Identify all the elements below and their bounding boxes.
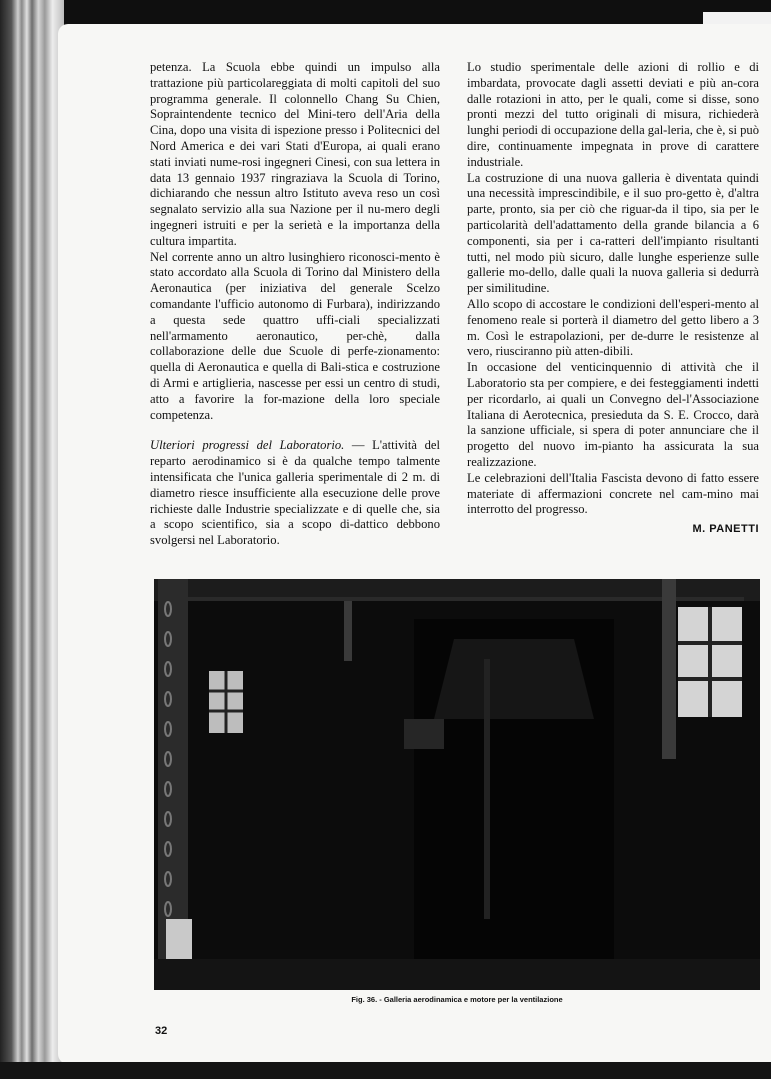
- book-spine-edge: [0, 0, 64, 1079]
- section-heading: Ulteriori progressi del Laboratorio.: [150, 438, 345, 453]
- right-paragraph-2: La costruzione di una nuova galleria è diventata quindi una necessità imprescindibile, e il suo pro-getto è, d'altra parte, pronto, sia per ciò che riguar-da il tipo, sia per le particolarità dell'adattamento della grande bilancia a 6 componenti, sia per i ca-ratteri dell'impianto risultanti tutti, nel modo più sicuro, dalle lunghe esperienze sulle gallerie mo-dello, dalle quali la nuova galleria si dedurrà per similitudine.: [467, 170, 759, 296]
- scan-top-edge: [0, 0, 771, 26]
- right-paragraph-4: In occasione del venticinquennio di attività che il Laboratorio sta per compiere, e dei festeggiamenti indetti per ricordarlo, ai quali un Convegno del-l'Associazione Italiana di Aerotecnica, presieduta da S. E. Crocco, darà la sanzione ufficiale, si spera di poter annunciare che il progetto del nuovo im-pianto ha assicurata la sua realizzazione.: [467, 360, 759, 469]
- author-signature: M. PANETTI: [692, 523, 759, 536]
- wind-tunnel-photo: [154, 579, 760, 990]
- right-text-column: [467, 60, 759, 538]
- section-text: — L'attività del reparto aerodinamico si è da qualche tempo talmente intensificata che l'unica galleria sperimentale di 2 m. di diametro riesce insufficiente alla esecuzione delle prove richieste dalle Industrie specializzate e di quelle che, sia a scopo scientifico, sia a scopo di-dattico debbono svolgersi nel Laboratorio.: [150, 438, 440, 548]
- right-paragraph-3: Allo scopo di accostare le condizioni dell'esperi-mento al fenomeno reale si porterà il diametro del getto libero a 3 m. Così le estrapolazioni, per de-durre le resistenze al vero, riusciranno più atten-dibili.: [467, 296, 759, 359]
- left-text-column: [150, 60, 440, 549]
- right-paragraph-5: Le celebrazioni dell'Italia Fascista devono di fatto essere materiate di affermazioni concrete nel cam-mino mai interrotto del progresso.: [467, 470, 759, 517]
- left-paragraph-1: petenza. La Scuola ebbe quindi un impulso alla trattazione più particolareggiata di molti capitoli del suo programma generale. Il colonnello Chang Su Chien, Sopraintendente tecnico del Mini-tero dell'Aria della Cina, dopo una visita di ispezione presso i Politecnici del Nord America e dei vari Stati d'Europa, ai quali erano stati inviati nume-rosi ingegneri Cinesi, con sua lettera in data 13 gennaio 1937 ringraziava la Scuola di Torino, dichiarando che nessun altro Istituto aveva reso un così segnalato servizio alla sua Nazione per il nu-mero degli ingegneri istruiti e per la serietà e la importanza della cultura impartita.: [150, 60, 440, 248]
- right-paragraph-1: Lo studio sperimentale delle azioni di rollio e di imbardata, provocate dagli assetti deviati e più an-cora dalle rotazioni in atto, per le quali, come si disse, sono pronti mezzi del tutto originali di misura, richiederà lunghi periodi di occupazione della gal-leria, che è, si può dire, continuamente impegnata in prove di carattere industriale.: [467, 60, 759, 169]
- section-paragraph: [150, 438, 440, 549]
- page-number: 32: [155, 1025, 168, 1037]
- left-paragraph-2: Nel corrente anno un altro lusinghiero riconosci-mento è stato accordato alla Scuola di Torino dal Ministero della Aeronautica (per iniziativa del generale Scelzo comandante l'ufficio autonomo di Furbara), indirizzando a questa sede quattro uffi-ciali specializzati nell'armamento aeronautico, per-chè, dalla collaborazione delle due Scuole di perfe-zionamento: quella di Aeronautica e quella di Bali-stica e costruzione di Armi e artiglieria, nascesse per essi un centro di studi, atto a favorire la for-mazione della loro speciale competenza.: [150, 249, 440, 422]
- scan-bottom-edge: [0, 1062, 771, 1079]
- figure-caption: Fig. 36. - Galleria aerodinamica e motore per la ventilazione: [351, 995, 563, 1004]
